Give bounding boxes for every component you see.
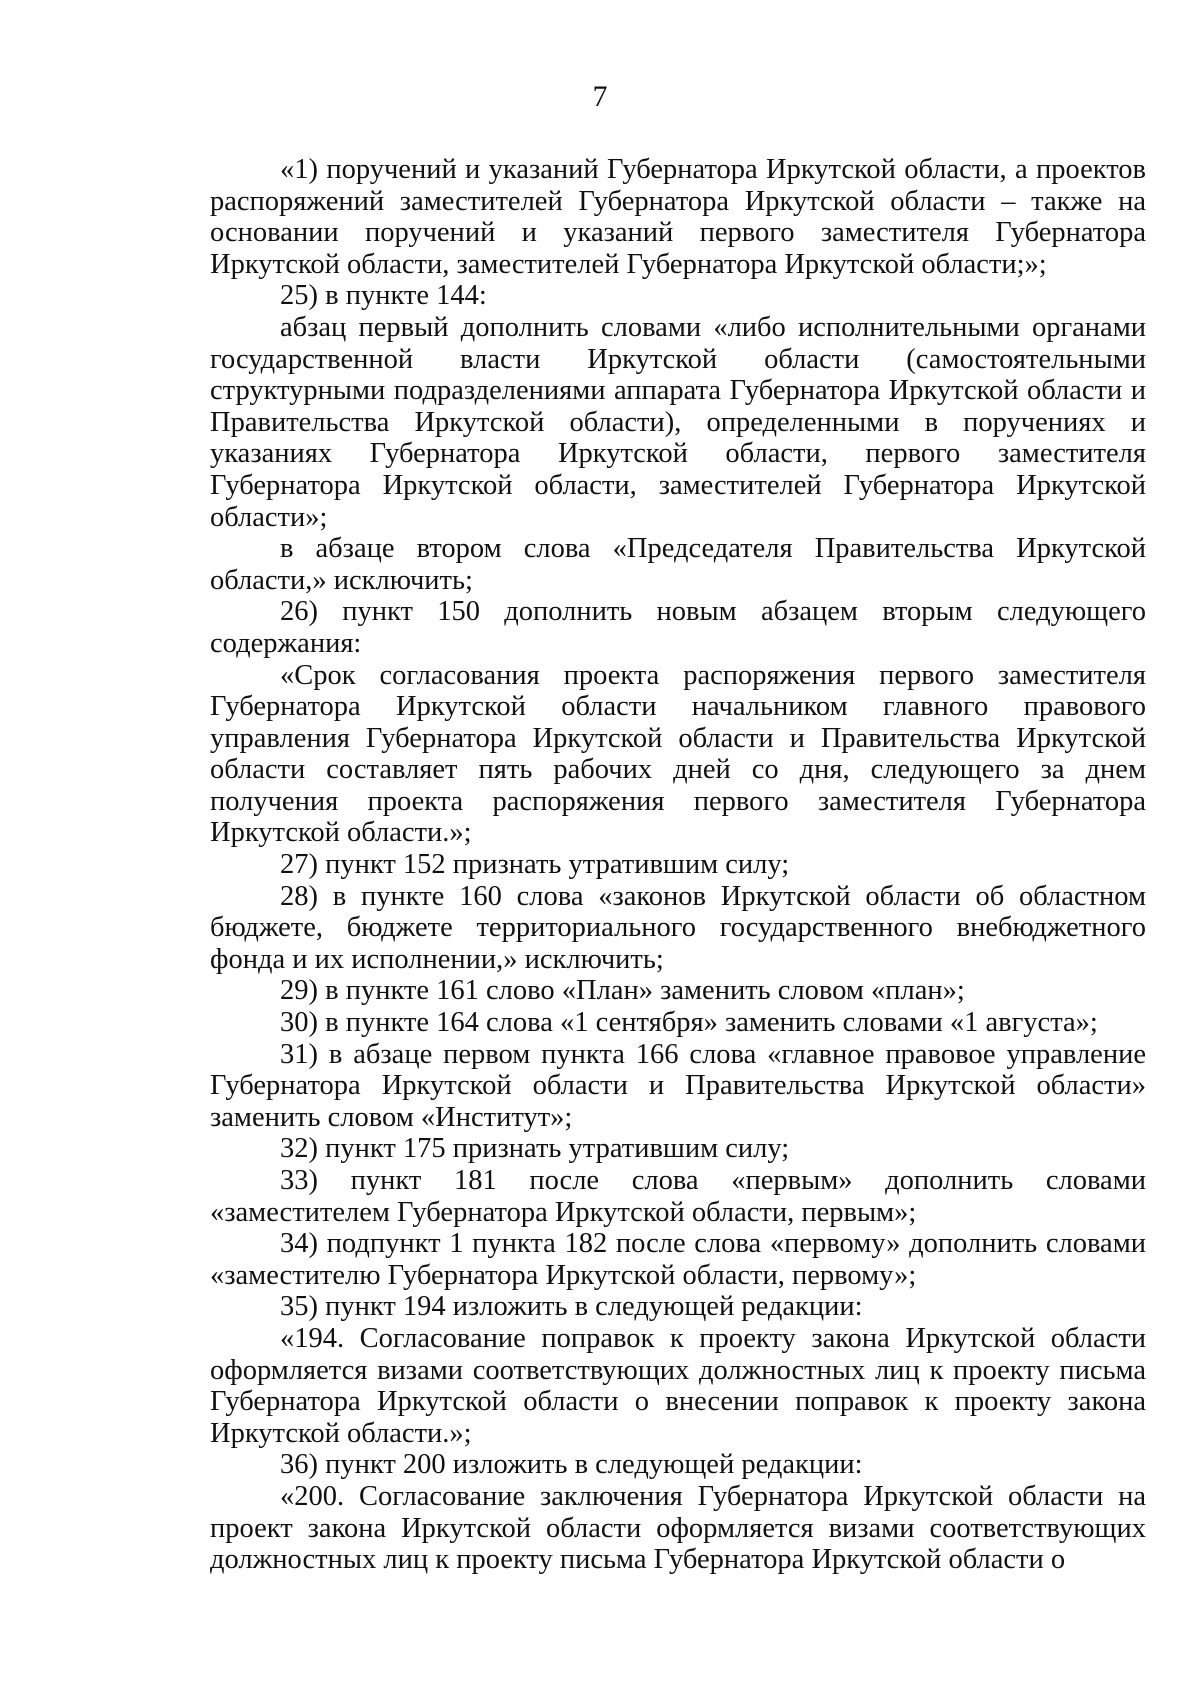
paragraph: 31) в абзаце первом пункта 166 слова «главное правовое управление Губернатора Иркутской области и Правительства Иркутской области» заменить словом «Институт»; [210, 1038, 1146, 1133]
paragraph: 28) в пункте 160 слова «законов Иркутской области об областном бюджете, бюджете территориального государственного внебюджетного фонда и их исполнении,» исключить; [210, 880, 1146, 975]
paragraph: «1) поручений и указаний Губернатора Иркутской области, а проектов распоряжений заместителей Губернатора Иркутской области – также на основании поручений и указаний первого заместителя Губернатора Иркутской области, заместителей Губернатора Иркутской области;»; [210, 154, 1146, 280]
paragraph: 34) подпункт 1 пункта 182 после слова «первому» дополнить словами «заместителю Губернатора Иркутской области, первому»; [210, 1228, 1146, 1291]
paragraph: 35) пункт 194 изложить в следующей редакции: [280, 1291, 863, 1323]
page-number: 7 [592, 80, 608, 113]
paragraph: 33) пункт 181 после слова «первым» дополнить словами «заместителем Губернатора Иркутской области, первым»; [210, 1165, 1146, 1228]
paragraph: 27) пункт 152 признать утратившим силу; [280, 849, 790, 881]
paragraph: 25) в пункте 144: [280, 280, 487, 312]
paragraph: абзац первый дополнить словами «либо исполнительными органами государственной власти Иркутской области (самостоятельными структурными подразделениями аппарата Губернатора Иркутской области и Правительства Иркутской области), определенными в поручениях и указаниях Губернатора Иркутской области, первого заместителя Губернатора Иркутской области, заместителей Губернатора Иркутской области»; [210, 311, 1146, 533]
paragraph: в абзаце втором слова «Председателя Правительства Иркутской области,» исключить; [210, 533, 1146, 596]
paragraph: «200. Согласование заключения Губернатора Иркутской области на проект закона Иркутской области оформляется визами соответствующих должностных лиц к проекту письма Губернатора Иркутской области о [210, 1480, 1146, 1576]
paragraph: 32) пункт 175 признать утратившим силу; [280, 1133, 790, 1165]
paragraph: 36) пункт 200 изложить в следующей редакции: [280, 1449, 863, 1481]
document-body [210, 154, 1146, 1576]
paragraph: 29) в пункте 161 слово «План» заменить словом «план»; [280, 975, 965, 1007]
paragraph: «Срок согласования проекта распоряжения первого заместителя Губернатора Иркутской области начальником главного правового управления Губернатора Иркутской области и Правительства Иркутской области составляет пять рабочих дней со дня, следующего за днем получения проекта распоряжения первого заместителя Губернатора Иркутской области.»; [210, 659, 1146, 849]
paragraph: 30) в пункте 164 слова «1 сентября» заменить словами «1 августа»; [280, 1007, 1098, 1039]
paragraph: 26) пункт 150 дополнить новым абзацем вторым следующего содержания: [210, 596, 1146, 659]
paragraph: «194. Согласование поправок к проекту закона Иркутской области оформляется визами соответствующих должностных лиц к проекту письма Губернатора Иркутской области о внесении поправок к проекту закона Иркутской области.»; [210, 1322, 1146, 1449]
